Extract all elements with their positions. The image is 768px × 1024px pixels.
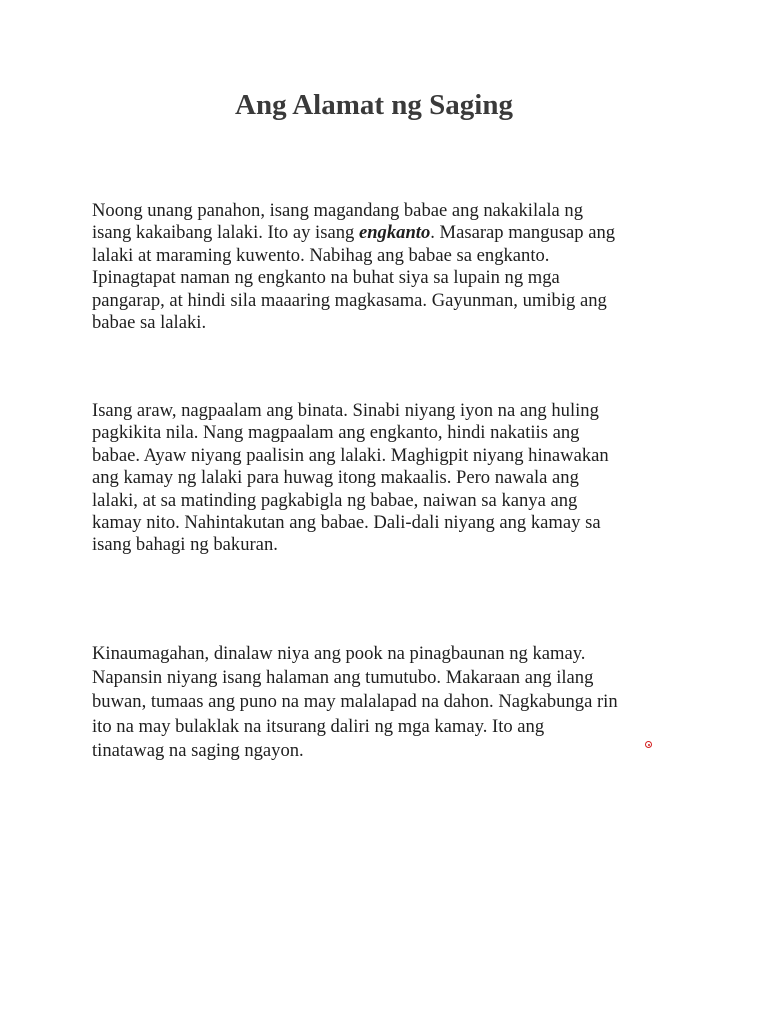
paragraph-line [92, 222, 692, 244]
paragraph-line: Isang araw, nagpaalam ang binata. Sinabi niyang iyon na ang huling [92, 400, 599, 421]
paragraph-line: ito na may bulaklak na itsurang daliri ng mga kamay. Ito ang [92, 715, 545, 737]
paragraph-line: buwan, tumaas ang puno na may malalapad na dahon. Nagkabunga rin [92, 691, 618, 713]
paragraph-line: Ipinagtapat naman ng engkanto na buhat siya sa lupain ng mga [92, 267, 560, 289]
paragraph-line: ang kamay ng lalaki para huwag itong makaalis. Pero nawala ang [92, 467, 579, 489]
paragraph-line: Kinaumagahan, dinalaw niya ang pook na pinagbaunan ng kamay. [92, 643, 586, 664]
paragraph-line: lalaki at maraming kuwento. Nabihag ang babae sa engkanto. [92, 244, 550, 266]
paragraph-line: lalaki, at sa matinding pagkabigla ng babae, naiwan sa kanya ang [92, 489, 578, 511]
paragraph-line: babae. Ayaw niyang paalisin ang lalaki. Maghigpit niyang hinawakan [92, 444, 609, 466]
paragraph-line: babae sa lalaki. [92, 312, 207, 334]
paragraph-line: kamay nito. Nahintakutan ang babae. Dali-dali niyang ang kamay sa [92, 512, 601, 534]
paragraph-line: Noong unang panahon, isang magandang babae ang nakakilala ng [92, 200, 584, 221]
paragraph-line: pagkikita nila. Nang magpaalam ang engkanto, hindi nakatiis ang [92, 422, 580, 444]
document-title: Ang Alamat ng Saging [235, 89, 513, 121]
line-text: . Masarap mangusap ang [430, 222, 616, 244]
paragraph-line: isang bahagi ng bakuran. [92, 534, 278, 556]
paragraph-line: tinatawag na saging ngayon. [92, 739, 304, 761]
paragraph-line: pangarap, at hindi sila maaaring magkasama. Gayunman, umibig ang [92, 289, 607, 311]
red-dot-icon [645, 741, 652, 748]
line-text: isang kakaibang lalaki. Ito ay isang [92, 222, 359, 244]
paragraph-1 [92, 200, 692, 334]
paragraph-3 [92, 642, 692, 763]
paragraph-line: Napansin niyang isang halaman ang tumutubo. Makaraan ang ilang [92, 667, 594, 689]
emphasis-text: engkanto [358, 222, 431, 244]
paragraph-2 [92, 400, 692, 557]
